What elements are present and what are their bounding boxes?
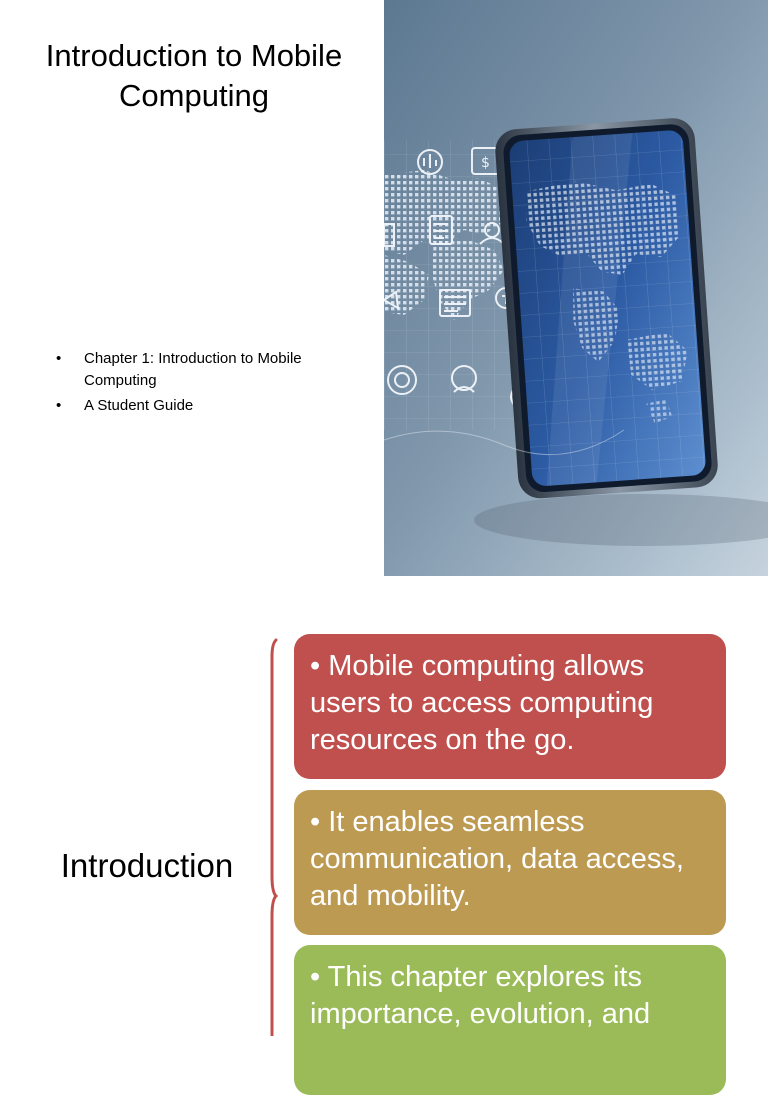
content-box-text: • It enables seamless communication, data access, and mobility.: [310, 806, 684, 912]
content-box-text: • Mobile computing allows users to access computing resources on the go.: [310, 650, 654, 756]
content-box-red: [294, 634, 726, 779]
slide-1-title: Introduction to Mobile Computing: [45, 38, 343, 113]
slide-2-title: Introduction: [60, 847, 234, 884]
slide-1-bullet-list: [56, 348, 306, 420]
bracket-line: [262, 636, 282, 1036]
bullet-item: • A Student Guide: [56, 395, 306, 417]
bullet-item: • Chapter 1: Introduction to Mobile Computing: [56, 348, 306, 392]
content-box-gold: [294, 790, 726, 935]
slide-2: [0, 576, 768, 1030]
content-box-green: [294, 945, 726, 1095]
content-box-text: • This chapter explores its importance, evolution, and: [310, 961, 651, 1030]
mobile-phone-illustration: [384, 0, 768, 576]
svg-text:$: $: [481, 155, 490, 171]
